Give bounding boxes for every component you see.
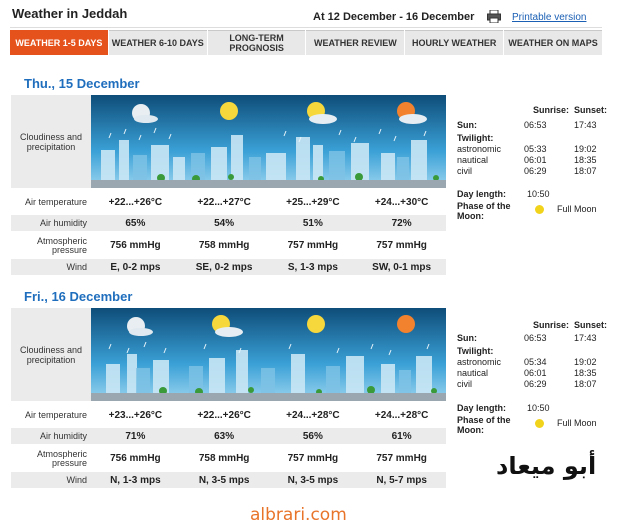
wind-value: E, 0-2 mps — [110, 261, 161, 273]
humidity-value: 51% — [302, 217, 323, 229]
forecast-tabs — [10, 30, 602, 55]
sun-info-panel — [457, 320, 607, 440]
tab-weather-review[interactable]: WEATHER REVIEW — [306, 30, 404, 55]
site-watermark: albrari.com — [250, 505, 347, 525]
pressure-value: 758 mmHg — [198, 453, 250, 464]
day-title: Thu., 15 December — [24, 76, 140, 91]
moon-phase-label: Phase of the Moon: — [457, 201, 511, 221]
pressure-value: 756 mmHg — [110, 453, 161, 464]
nautical-end: 18:35 — [574, 368, 597, 378]
pressure-row — [11, 445, 446, 472]
temperature-row — [11, 403, 446, 428]
humidity-value: 63% — [214, 430, 235, 442]
tab-weather-1-5-days[interactable]: WEATHER 1-5 DAYS — [10, 30, 108, 55]
temp-value: +23...+26°C — [108, 410, 163, 421]
tab-long-term-prognosis[interactable]: LONG-TERM PROGNOSIS — [208, 30, 306, 55]
civil-label: civil — [457, 379, 472, 389]
astronomic-label: astronomic — [457, 357, 502, 367]
sky-city-illustration — [91, 95, 446, 188]
tab-hourly-weather[interactable]: HOURLY WEATHER — [405, 30, 503, 55]
cloudiness-label: Cloudiness and precipitation — [11, 308, 91, 401]
pressure-row — [11, 232, 446, 259]
civil-end: 18:07 — [574, 166, 597, 176]
forecast-period: At 12 December - 16 December — [313, 11, 475, 23]
day-length-label: Day length: — [457, 189, 507, 199]
astronomic-end: 19:02 — [574, 144, 597, 154]
tab-weather-on-maps[interactable]: WEATHER ON MAPS — [504, 30, 602, 55]
humidity-value: 61% — [391, 430, 412, 442]
sunrise-header: Sunrise: — [533, 105, 570, 115]
printable-version-link[interactable]: Printable version — [512, 12, 587, 23]
sunset-time: 17:43 — [574, 333, 597, 343]
cloudiness-label: Cloudiness and precipitation — [11, 95, 91, 188]
civil-start: 06:29 — [524, 166, 547, 176]
sun-label: Sun: — [457, 120, 477, 130]
temperature-label: Air temperature — [24, 197, 87, 207]
pressure-label: Atmospheric pressure — [36, 448, 87, 468]
astronomic-label: astronomic — [457, 144, 502, 154]
nautical-start: 06:01 — [524, 368, 547, 378]
humidity-value: 54% — [214, 217, 235, 229]
sunset-header: Sunset: — [573, 105, 607, 115]
humidity-row — [11, 215, 446, 231]
pressure-value: 757 mmHg — [287, 240, 339, 251]
wind-label: Wind — [66, 261, 87, 272]
pressure-label: Atmospheric pressure — [36, 235, 87, 255]
wind-value: N, 3-5 mps — [198, 474, 250, 486]
sunset-header: Sunset: — [573, 320, 607, 330]
moon-phase-label: Phase of the Moon: — [457, 415, 511, 435]
day-forecast-table — [11, 308, 446, 488]
nautical-end: 18:35 — [574, 155, 597, 165]
temperature-row — [11, 190, 446, 215]
temperature-label: Air temperature — [24, 410, 87, 420]
wind-value: S, 1-3 mps — [287, 261, 338, 273]
wind-value: SW, 0-1 mps — [372, 261, 432, 273]
pressure-value: 757 mmHg — [376, 453, 427, 464]
sunrise-time: 06:53 — [524, 120, 547, 130]
day-length-label: Day length: — [457, 403, 507, 413]
pressure-value: 756 mmHg — [110, 240, 161, 251]
humidity-value: 72% — [391, 217, 412, 229]
printer-icon[interactable] — [487, 10, 501, 23]
humidity-row — [11, 428, 446, 444]
temp-value: +24...+28°C — [374, 410, 429, 421]
humidity-value: 56% — [302, 430, 323, 442]
temp-value: +24...+30°C — [374, 197, 429, 208]
wind-row — [11, 472, 446, 488]
wind-value: N, 1-3 mps — [110, 474, 161, 486]
astronomic-start: 05:34 — [524, 357, 547, 367]
nautical-start: 06:01 — [524, 155, 547, 165]
wind-value: N, 5-7 mps — [376, 474, 427, 486]
day-length-value: 10:50 — [527, 403, 550, 413]
temp-value: +24...+28°C — [286, 410, 340, 421]
pressure-value: 757 mmHg — [287, 453, 339, 464]
temp-value: +22...+27°C — [197, 197, 251, 208]
nautical-label: nautical — [457, 155, 489, 165]
civil-label: civil — [457, 166, 472, 176]
twilight-label: Twilight: — [457, 346, 494, 356]
moon-phase-value: Full Moon — [557, 418, 597, 428]
temp-value: +22...+26°C — [197, 410, 251, 421]
sunrise-header: Sunrise: — [533, 320, 570, 330]
twilight-label: Twilight: — [457, 133, 494, 143]
humidity-value: 71% — [125, 430, 146, 442]
moon-phase-value: Full Moon — [557, 204, 597, 214]
temp-value: +25...+29°C — [286, 197, 340, 208]
nautical-label: nautical — [457, 368, 489, 378]
humidity-value: 65% — [125, 217, 146, 229]
moon-icon — [535, 205, 544, 214]
tab-weather-6-10-days[interactable]: WEATHER 6-10 DAYS — [109, 30, 207, 55]
pressure-value: 758 mmHg — [198, 240, 250, 251]
civil-end: 18:07 — [574, 379, 597, 389]
arabic-watermark: أبو ميعاد — [496, 452, 597, 480]
humidity-label: Air humidity — [39, 217, 87, 228]
page-title: Weather in Jeddah — [12, 6, 128, 21]
sunset-time: 17:43 — [574, 120, 597, 130]
wind-value: SE, 0-2 mps — [195, 261, 253, 273]
day-forecast-table — [11, 95, 446, 275]
humidity-label: Air humidity — [39, 430, 87, 441]
wind-row — [11, 259, 446, 275]
sky-city-illustration — [91, 308, 446, 401]
civil-start: 06:29 — [524, 379, 547, 389]
day-length-value: 10:50 — [527, 189, 550, 199]
day-title: Fri., 16 December — [24, 289, 133, 304]
astronomic-end: 19:02 — [574, 357, 597, 367]
sunrise-time: 06:53 — [524, 333, 547, 343]
moon-icon — [535, 419, 544, 428]
temp-value: +22...+26°C — [108, 197, 163, 208]
wind-value: N, 3-5 mps — [287, 474, 339, 486]
astronomic-start: 05:33 — [524, 144, 547, 154]
sun-info-panel — [457, 105, 607, 225]
wind-label: Wind — [66, 474, 87, 485]
sun-label: Sun: — [457, 333, 477, 343]
pressure-value: 757 mmHg — [376, 240, 427, 251]
